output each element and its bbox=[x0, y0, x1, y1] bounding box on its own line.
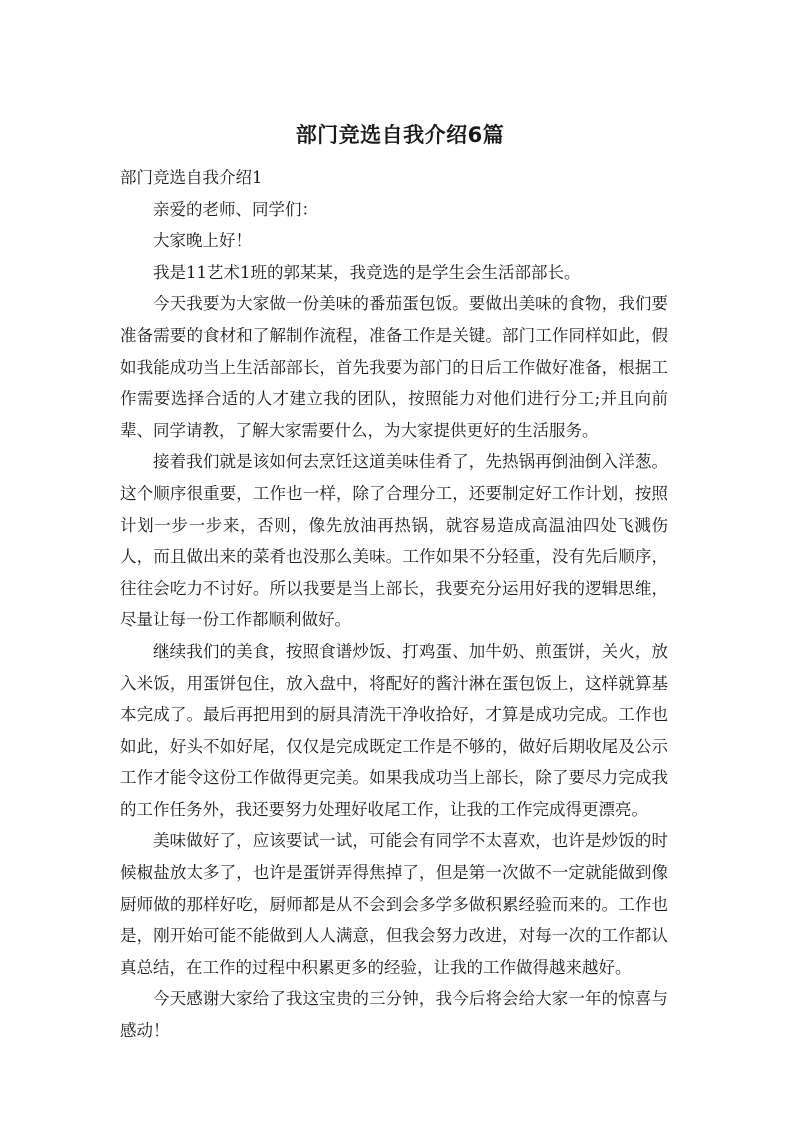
document-title: 部门竞选自我介绍6篇 bbox=[295, 123, 505, 147]
section-heading: 部门竞选自我介绍1 bbox=[120, 168, 263, 187]
closing-paragraph: 今天感谢大家给了我这宝贵的三分钟，我今后将会给大家一年的惊喜与感动！ bbox=[120, 989, 668, 1041]
introduction-paragraph: 我是11艺术1班的郭某某，我竞选的是学生会生活部部长。 bbox=[153, 262, 581, 282]
body-paragraph-completion: 继续我们的美食，按照食谱炒饭、打鸡蛋、加牛奶、煎蛋饼，关火，放入米饭，用蛋饼包住，放入盘中，将配好的酱汁淋在蛋包饭上，这样就算基本完成了。最后再把用到的厨具清洗干净收拾好，才算是成功完成。工作也如此，好头不如好尾，仅仅是完成既定工作是不够的，做好后期收尾及公示工作才能令这份工作做得更完美。如果我成功当上部长，除了要尽力完成我的工作任务外，我还要努力处理好收尾工作，让我的工作完成得更漂亮。 bbox=[120, 641, 668, 819]
document-body bbox=[120, 162, 668, 1047]
body-paragraph-planning: 接着我们就是该如何去烹饪这道美味佳肴了，先热锅再倒油倒入洋葱。这个顺序很重要，工作也一样，除了合理分工，还要制定好工作计划，按照计划一步一步来，否则，像先放油再热锅，就容易造成高温油四处飞溅伤人，而且做出来的菜肴也没那么美味。工作如果不分轻重，没有先后顺序，往往会吃力不讨好。所以我要是当上部长，我要充分运用好我的逻辑思维，尽量让每一份工作都顺利做好。 bbox=[120, 452, 668, 630]
greeting-paragraph: 大家晚上好！ bbox=[153, 231, 252, 251]
body-paragraph-preparation: 今天我要为大家做一份美味的番茄蛋包饭。要做出美味的食物，我们要准备需要的食材和了解制作流程，准备工作是关键。部门工作同样如此，假如我能成功当上生活部部长，首先我要为部门的日后工作做好准备，根据工作需要选择合适的人才建立我的团队，按照能力对他们进行分工;并且向前辈、同学请教，了解大家需要什么，为大家提供更好的生活服务。 bbox=[120, 294, 668, 440]
salutation-paragraph: 亲爱的老师、同学们： bbox=[153, 199, 318, 219]
body-paragraph-improvement: 美味做好了，应该要试一试，可能会有同学不太喜欢，也许是炒饭的时候椒盐放太多了，也许是蛋饼弄得焦掉了，但是第一次做不一定就能做到像厨师做的那样好吃，厨师都是从不会到会多学多做积累经验而来的。工作也是，刚开始可能不能做到人人满意，但我会努力改进，对每一次的工作都认真总结，在工作的过程中积累更多的经验，让我的工作做得越来越好。 bbox=[120, 831, 668, 977]
